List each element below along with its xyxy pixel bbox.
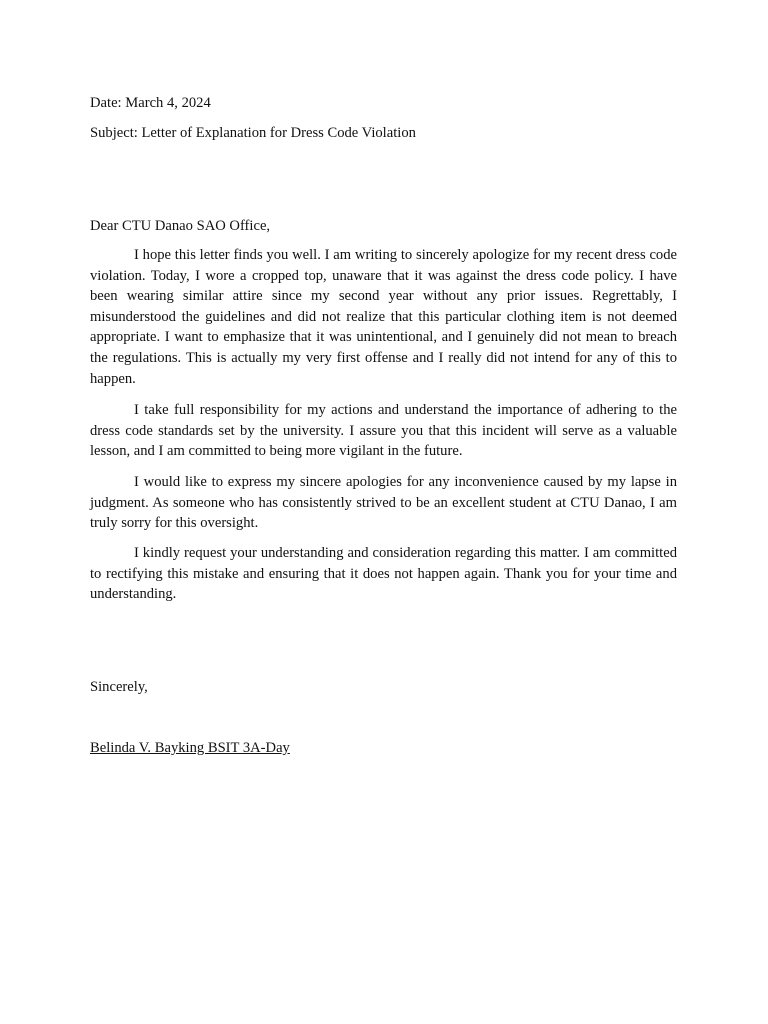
letter-closing: Sincerely, bbox=[90, 679, 148, 695]
letter-date: Date: March 4, 2024 bbox=[90, 95, 211, 111]
letter-subject: Subject: Letter of Explanation for Dress Code Violation bbox=[90, 125, 416, 141]
body-paragraph-2 bbox=[90, 400, 677, 462]
body-paragraph-4 bbox=[90, 543, 677, 605]
paragraph-text: I kindly request your understanding and consideration regarding this matter. I am committed to rectifying this mistake and ensuring that it does not happen again. Thank you for your time and understanding. bbox=[90, 545, 677, 603]
paragraph-text: I hope this letter finds you well. I am writing to sincerely apologize for my recent dress code violation. Today, I wore a cropped top, unaware that it was against the dress code policy. I have been wearing similar attire since my second year without any prior issues. Regrettably, I misunderstood the guidelines and did not realize that this particular clothing item is not deemed appropriate. I want to emphasize that it was unintentional, and I genuinely did not mean to breach the regulations. This is actually my very first offense and I really did not intend for any of this to happen. bbox=[90, 247, 677, 387]
letter-salutation: Dear CTU Danao SAO Office, bbox=[90, 218, 271, 234]
paragraph-text: I take full responsibility for my actions and understand the importance of adhering to the dress code standards set by the university. I assure you that this incident will serve as a valuable lesson, and I am committed to being more vigilant in the future. bbox=[90, 402, 677, 460]
body-paragraph-3 bbox=[90, 472, 677, 534]
body-paragraph-1 bbox=[90, 245, 677, 389]
paragraph-text: I would like to express my sincere apologies for any inconvenience caused by my lapse in judgment. As someone who has consistently strived to be an excellent student at CTU Danao, I am truly sorry for this oversight. bbox=[90, 474, 677, 532]
letter-signature: Belinda V. Bayking BSIT 3A-Day bbox=[90, 740, 290, 756]
